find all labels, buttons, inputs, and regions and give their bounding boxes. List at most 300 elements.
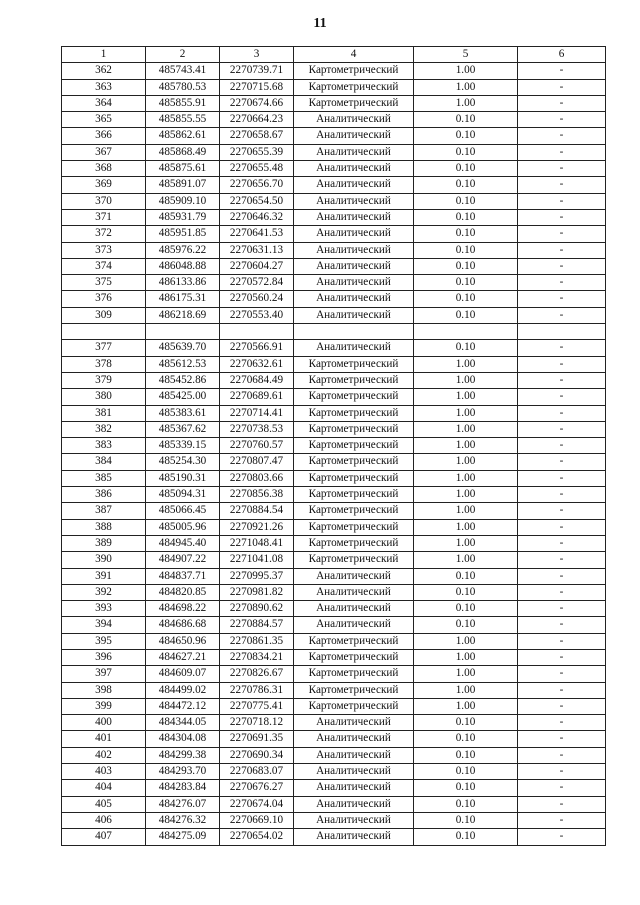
table-cell: 2270654.02 — [220, 829, 294, 845]
table-cell: 2270631.13 — [220, 242, 294, 258]
table-cell: 484945.40 — [146, 535, 220, 551]
table-cell: 484698.22 — [146, 601, 220, 617]
table-cell: 368 — [62, 161, 146, 177]
table-cell: 485931.79 — [146, 209, 220, 225]
header-cell: 1 — [62, 47, 146, 63]
table-cell: Картометрический — [294, 470, 414, 486]
table-cell: - — [518, 633, 606, 649]
table-cell: 2270553.40 — [220, 307, 294, 323]
table-cell: 484276.07 — [146, 796, 220, 812]
table-row — [62, 568, 606, 584]
table-cell: - — [518, 552, 606, 568]
table-cell: 1.00 — [414, 389, 518, 405]
table-cell: Аналитический — [294, 291, 414, 307]
table-cell: 406 — [62, 812, 146, 828]
table-cell: 2270684.49 — [220, 372, 294, 388]
table-cell: 384 — [62, 454, 146, 470]
table-cell: 0.10 — [414, 226, 518, 242]
table-cell: 2270690.34 — [220, 747, 294, 763]
header-cell: 3 — [220, 47, 294, 63]
table-cell: Картометрический — [294, 552, 414, 568]
table-row — [62, 764, 606, 780]
table-cell: 372 — [62, 226, 146, 242]
table-cell: 485005.96 — [146, 519, 220, 535]
table-row — [62, 796, 606, 812]
table-row — [62, 275, 606, 291]
table-cell: - — [518, 649, 606, 665]
table-row — [62, 584, 606, 600]
table-cell: - — [518, 568, 606, 584]
table-cell: 484907.22 — [146, 552, 220, 568]
table-row — [62, 535, 606, 551]
table-cell: 484283.84 — [146, 780, 220, 796]
table-cell: 0.10 — [414, 112, 518, 128]
table-cell: 2270656.70 — [220, 177, 294, 193]
table-row — [62, 128, 606, 144]
table-row — [62, 487, 606, 503]
table-cell: - — [518, 389, 606, 405]
table-cell: 486048.88 — [146, 258, 220, 274]
table-cell: 485743.41 — [146, 63, 220, 79]
table-cell: 2270856.38 — [220, 487, 294, 503]
table-cell: 403 — [62, 764, 146, 780]
table-cell: - — [518, 340, 606, 356]
table-cell: 0.10 — [414, 731, 518, 747]
table-cell: 2270646.32 — [220, 209, 294, 225]
table-cell: 385 — [62, 470, 146, 486]
table-cell: Картометрический — [294, 503, 414, 519]
table-cell: 309 — [62, 307, 146, 323]
table-cell: 402 — [62, 747, 146, 763]
table-cell: 2270689.61 — [220, 389, 294, 405]
table-cell: 2270884.57 — [220, 617, 294, 633]
table-cell: 485891.07 — [146, 177, 220, 193]
table-cell: 393 — [62, 601, 146, 617]
table-cell: - — [518, 519, 606, 535]
table-cell: 486133.86 — [146, 275, 220, 291]
table-cell: 485868.49 — [146, 144, 220, 160]
table-cell: 382 — [62, 421, 146, 437]
table-cell: 374 — [62, 258, 146, 274]
table-cell: 2270669.10 — [220, 812, 294, 828]
table-cell: 484299.38 — [146, 747, 220, 763]
table-cell: 485367.62 — [146, 421, 220, 437]
table-cell: 1.00 — [414, 95, 518, 111]
table-cell: Картометрический — [294, 356, 414, 372]
table-row — [62, 649, 606, 665]
table-cell: 0.10 — [414, 796, 518, 812]
table-cell: 396 — [62, 649, 146, 665]
table-row — [62, 307, 606, 323]
table-row — [62, 829, 606, 845]
header-cell: 2 — [146, 47, 220, 63]
table-cell: 400 — [62, 715, 146, 731]
table-cell: 1.00 — [414, 438, 518, 454]
table-row — [62, 715, 606, 731]
table-cell: Аналитический — [294, 340, 414, 356]
table-cell: Картометрический — [294, 389, 414, 405]
table-row — [62, 112, 606, 128]
table-cell: 376 — [62, 291, 146, 307]
table-cell: Картометрический — [294, 666, 414, 682]
table-cell: Аналитический — [294, 584, 414, 600]
table-cell: 1.00 — [414, 552, 518, 568]
table-cell: 485875.61 — [146, 161, 220, 177]
table-cell: - — [518, 421, 606, 437]
table-cell: - — [518, 796, 606, 812]
table-cell: - — [518, 95, 606, 111]
table-row — [62, 470, 606, 486]
table-cell: Аналитический — [294, 177, 414, 193]
table-cell: - — [518, 617, 606, 633]
table-cell: 2270775.41 — [220, 698, 294, 714]
table-cell: Аналитический — [294, 617, 414, 633]
table-cell: Картометрический — [294, 454, 414, 470]
table-cell: 387 — [62, 503, 146, 519]
table-cell: - — [518, 291, 606, 307]
table-cell: 484344.05 — [146, 715, 220, 731]
table-cell: 484304.08 — [146, 731, 220, 747]
table-cell: 398 — [62, 682, 146, 698]
table-cell: 485639.70 — [146, 340, 220, 356]
table-cell: 485862.61 — [146, 128, 220, 144]
table-cell: - — [518, 747, 606, 763]
table-cell: 484820.85 — [146, 584, 220, 600]
table-cell: 1.00 — [414, 487, 518, 503]
table-cell: 0.10 — [414, 601, 518, 617]
table-row — [62, 633, 606, 649]
table-header-row — [62, 47, 606, 63]
table-cell: - — [518, 144, 606, 160]
table-cell: 2270718.12 — [220, 715, 294, 731]
table-cell: 2270995.37 — [220, 568, 294, 584]
table-cell: 383 — [62, 438, 146, 454]
table-cell: Картометрический — [294, 682, 414, 698]
table-cell: Картометрический — [294, 535, 414, 551]
table-cell: Картометрический — [294, 421, 414, 437]
table-cell: 485383.61 — [146, 405, 220, 421]
table-cell — [220, 324, 294, 340]
table-cell: 2270890.62 — [220, 601, 294, 617]
table-cell: 369 — [62, 177, 146, 193]
table-cell: 391 — [62, 568, 146, 584]
table-cell: 486218.69 — [146, 307, 220, 323]
header-cell: 6 — [518, 47, 606, 63]
table-cell: Аналитический — [294, 780, 414, 796]
table-cell: 0.10 — [414, 209, 518, 225]
table-row — [62, 193, 606, 209]
table-cell: 484686.68 — [146, 617, 220, 633]
table-cell: - — [518, 226, 606, 242]
table-cell: 485452.86 — [146, 372, 220, 388]
table-row — [62, 372, 606, 388]
table-row — [62, 405, 606, 421]
table-cell: 1.00 — [414, 666, 518, 682]
table-cell: 484609.07 — [146, 666, 220, 682]
table-cell: Картометрический — [294, 405, 414, 421]
table-cell: - — [518, 193, 606, 209]
table-cell: 394 — [62, 617, 146, 633]
table-cell: 2270738.53 — [220, 421, 294, 437]
table-cell: 2270981.82 — [220, 584, 294, 600]
table-cell — [518, 324, 606, 340]
table-cell: 484276.32 — [146, 812, 220, 828]
table-cell: 0.10 — [414, 307, 518, 323]
table-cell: 1.00 — [414, 698, 518, 714]
table-cell — [294, 324, 414, 340]
table-cell: 370 — [62, 193, 146, 209]
table-cell: 0.10 — [414, 128, 518, 144]
table-row — [62, 519, 606, 535]
table-row — [62, 177, 606, 193]
table-cell: 373 — [62, 242, 146, 258]
table-cell: 2270921.26 — [220, 519, 294, 535]
table-cell: Аналитический — [294, 764, 414, 780]
table-cell: 364 — [62, 95, 146, 111]
table-cell: 485909.10 — [146, 193, 220, 209]
table-cell: 0.10 — [414, 747, 518, 763]
table-cell: 0.10 — [414, 812, 518, 828]
table-cell: - — [518, 242, 606, 258]
table-cell: 2270674.66 — [220, 95, 294, 111]
table-cell: 485976.22 — [146, 242, 220, 258]
table-cell: 2270664.23 — [220, 112, 294, 128]
table-cell: - — [518, 812, 606, 828]
table-cell: 1.00 — [414, 503, 518, 519]
table-cell: 484650.96 — [146, 633, 220, 649]
table-cell: 485339.15 — [146, 438, 220, 454]
table-cell: 363 — [62, 79, 146, 95]
table-cell: 0.10 — [414, 568, 518, 584]
table-cell: 389 — [62, 535, 146, 551]
table-cell: 485951.85 — [146, 226, 220, 242]
table-cell: - — [518, 112, 606, 128]
table-cell: 2270655.48 — [220, 161, 294, 177]
table-cell: 1.00 — [414, 470, 518, 486]
table-row — [62, 242, 606, 258]
table-cell: Картометрический — [294, 63, 414, 79]
table-cell: 485612.53 — [146, 356, 220, 372]
table-cell: - — [518, 731, 606, 747]
table-row — [62, 79, 606, 95]
table-cell: Аналитический — [294, 242, 414, 258]
table-cell: 2270658.67 — [220, 128, 294, 144]
table-cell: 371 — [62, 209, 146, 225]
table-cell: 1.00 — [414, 633, 518, 649]
table-cell: - — [518, 161, 606, 177]
table-cell: 1.00 — [414, 421, 518, 437]
table-cell: - — [518, 764, 606, 780]
table-cell: 367 — [62, 144, 146, 160]
table-cell: 2271048.41 — [220, 535, 294, 551]
table-cell: 1.00 — [414, 356, 518, 372]
table-cell: 390 — [62, 552, 146, 568]
table-cell: 2270674.04 — [220, 796, 294, 812]
table-row — [62, 780, 606, 796]
table-cell: 0.10 — [414, 715, 518, 731]
page-number: 11 — [313, 16, 327, 31]
header-cell: 5 — [414, 47, 518, 63]
table-cell: - — [518, 584, 606, 600]
table-cell: 379 — [62, 372, 146, 388]
table-cell: Аналитический — [294, 601, 414, 617]
table-cell: Аналитический — [294, 829, 414, 845]
table-cell: - — [518, 356, 606, 372]
table-row — [62, 503, 606, 519]
table-cell: 399 — [62, 698, 146, 714]
table-cell: - — [518, 405, 606, 421]
table-cell: Аналитический — [294, 209, 414, 225]
table-cell: 401 — [62, 731, 146, 747]
table-cell: Картометрический — [294, 698, 414, 714]
table-cell: - — [518, 487, 606, 503]
table-cell: 2270786.31 — [220, 682, 294, 698]
table-cell: 2270691.35 — [220, 731, 294, 747]
table-cell: 2270655.39 — [220, 144, 294, 160]
table-cell: Аналитический — [294, 193, 414, 209]
table-cell: 0.10 — [414, 177, 518, 193]
table-cell: 407 — [62, 829, 146, 845]
table-cell: 2270560.24 — [220, 291, 294, 307]
table-cell: Аналитический — [294, 747, 414, 763]
table-cell: 485190.31 — [146, 470, 220, 486]
table-cell: 365 — [62, 112, 146, 128]
table-cell: 2270641.53 — [220, 226, 294, 242]
table-cell: 2270807.47 — [220, 454, 294, 470]
table-cell: Картометрический — [294, 487, 414, 503]
table-cell: Аналитический — [294, 812, 414, 828]
table-cell: 1.00 — [414, 519, 518, 535]
table-row — [62, 731, 606, 747]
table-cell: - — [518, 535, 606, 551]
table-cell: 485066.45 — [146, 503, 220, 519]
table-cell: - — [518, 128, 606, 144]
table-cell: - — [518, 454, 606, 470]
table-row — [62, 144, 606, 160]
table-cell: 1.00 — [414, 649, 518, 665]
table-cell: - — [518, 682, 606, 698]
table-cell: 2270632.61 — [220, 356, 294, 372]
table-cell: 2270861.35 — [220, 633, 294, 649]
table-cell: 392 — [62, 584, 146, 600]
table-cell: Картометрический — [294, 372, 414, 388]
table-row — [62, 340, 606, 356]
table-cell: 2270760.57 — [220, 438, 294, 454]
table-cell: 2270803.66 — [220, 470, 294, 486]
table-cell: 485254.30 — [146, 454, 220, 470]
table-cell: 485780.53 — [146, 79, 220, 95]
table-cell: Аналитический — [294, 128, 414, 144]
table-cell: 2270834.21 — [220, 649, 294, 665]
table-cell: Картометрический — [294, 633, 414, 649]
table-row — [62, 698, 606, 714]
table-cell: - — [518, 503, 606, 519]
table-cell: 484837.71 — [146, 568, 220, 584]
table-row — [62, 209, 606, 225]
table-cell: 0.10 — [414, 161, 518, 177]
table-cell: 2270676.27 — [220, 780, 294, 796]
table-cell: 1.00 — [414, 682, 518, 698]
table-cell: - — [518, 666, 606, 682]
table-cell: 0.10 — [414, 193, 518, 209]
table-cell: - — [518, 372, 606, 388]
table-cell: Аналитический — [294, 796, 414, 812]
table-cell: 485855.55 — [146, 112, 220, 128]
table-cell: 0.10 — [414, 584, 518, 600]
table-cell: 375 — [62, 275, 146, 291]
table-cell — [62, 324, 146, 340]
table-cell — [146, 324, 220, 340]
table-cell: - — [518, 63, 606, 79]
table-cell: 1.00 — [414, 372, 518, 388]
table-row — [62, 63, 606, 79]
table-row — [62, 226, 606, 242]
table-row — [62, 601, 606, 617]
table-cell: 485425.00 — [146, 389, 220, 405]
table-row — [62, 617, 606, 633]
table-cell: 486175.31 — [146, 291, 220, 307]
header-cell: 4 — [294, 47, 414, 63]
table-cell: Картометрический — [294, 649, 414, 665]
table-cell: 0.10 — [414, 340, 518, 356]
table-cell: 1.00 — [414, 535, 518, 551]
table-cell: - — [518, 209, 606, 225]
table-cell: 0.10 — [414, 242, 518, 258]
table-cell: 2270739.71 — [220, 63, 294, 79]
table-cell: 362 — [62, 63, 146, 79]
table-cell: 386 — [62, 487, 146, 503]
table-cell: 484293.70 — [146, 764, 220, 780]
table-cell: 484275.09 — [146, 829, 220, 845]
table-cell: 0.10 — [414, 258, 518, 274]
table-row — [62, 552, 606, 568]
table-cell: 0.10 — [414, 275, 518, 291]
table-cell: 485855.91 — [146, 95, 220, 111]
table-cell: 405 — [62, 796, 146, 812]
table-cell — [414, 324, 518, 340]
table-cell: 0.10 — [414, 780, 518, 796]
table-cell: 395 — [62, 633, 146, 649]
table-cell: Аналитический — [294, 161, 414, 177]
table-row — [62, 324, 606, 340]
table-cell: 484499.02 — [146, 682, 220, 698]
table-cell: - — [518, 79, 606, 95]
table-cell: - — [518, 601, 606, 617]
table-cell: 377 — [62, 340, 146, 356]
table-cell: 1.00 — [414, 405, 518, 421]
table-cell: - — [518, 258, 606, 274]
table-row — [62, 454, 606, 470]
table-row — [62, 682, 606, 698]
table-row — [62, 389, 606, 405]
table-cell: 2270884.54 — [220, 503, 294, 519]
table-cell: Картометрический — [294, 95, 414, 111]
table-cell: 2271041.08 — [220, 552, 294, 568]
table-cell: Аналитический — [294, 731, 414, 747]
table-cell: - — [518, 177, 606, 193]
table-row — [62, 666, 606, 682]
table-cell: - — [518, 829, 606, 845]
table-cell: - — [518, 307, 606, 323]
coordinates-table — [61, 46, 606, 846]
table-cell: 2270683.07 — [220, 764, 294, 780]
table-cell: 2270572.84 — [220, 275, 294, 291]
table-cell: 2270714.41 — [220, 405, 294, 421]
table-cell: 2270715.68 — [220, 79, 294, 95]
table-cell: 1.00 — [414, 79, 518, 95]
table-row — [62, 95, 606, 111]
table-cell: 381 — [62, 405, 146, 421]
